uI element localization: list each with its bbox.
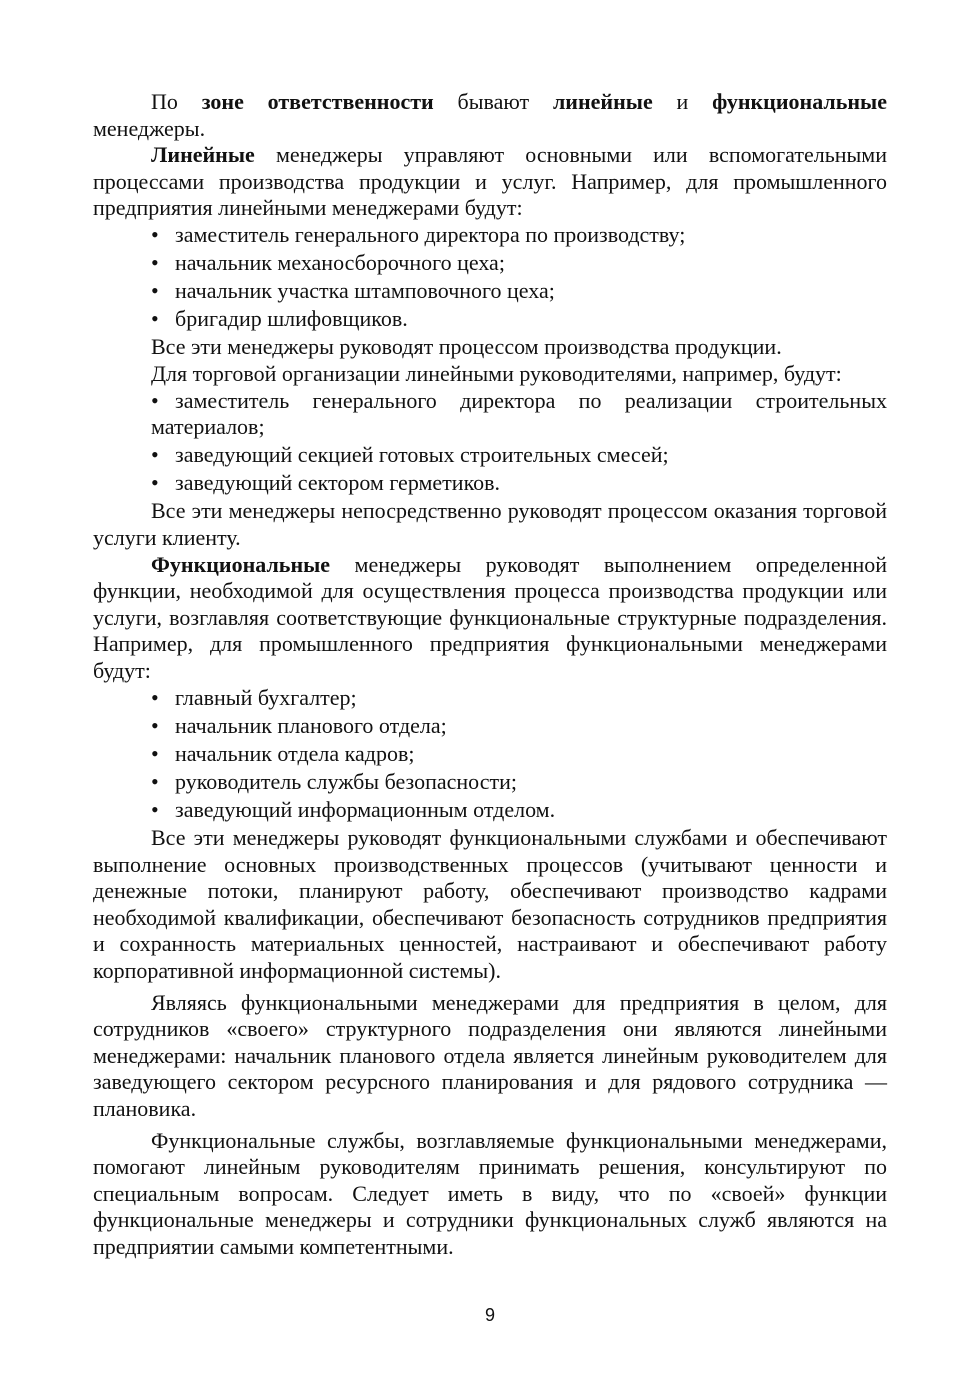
- list-item: [93, 388, 887, 441]
- bullet-icon: •: [151, 442, 159, 468]
- list-item-text: заведующий секцией готовых строительных смесей;: [175, 442, 669, 468]
- paragraph-trade-summary: Все эти менеджеры непосредственно руководят процессом оказания торговой услуги клиенту.: [93, 498, 887, 550]
- list-item-text: заведующий сектором герметиков.: [175, 470, 501, 496]
- list-functional-managers: [93, 685, 887, 824]
- list-item: [93, 769, 887, 796]
- bold-term: зоне ответственности: [201, 89, 434, 114]
- list-item: [93, 713, 887, 740]
- paragraph-production-summary: Все эти менеджеры руководят процессом производства продукции.: [151, 334, 782, 360]
- paragraph-functional-managers: [93, 552, 887, 685]
- list-item-text: бригадир шлифовщиков.: [175, 306, 408, 332]
- list-item-indent: [151, 388, 175, 413]
- list-industrial-linear-managers: [93, 222, 887, 333]
- paragraph-trade-intro: Для торговой организации линейными руководителями, например, будут:: [151, 360, 842, 386]
- list-item: [93, 470, 887, 497]
- bullet-icon: •: [151, 740, 159, 766]
- bullet-icon: •: [151, 387, 159, 413]
- text-run: менеджеры.: [93, 115, 206, 141]
- bullet-icon: •: [151, 278, 159, 304]
- page-number: 9: [484, 1305, 495, 1325]
- bullet-icon: •: [151, 221, 159, 247]
- list-item-text: начальник планового отдела;: [175, 712, 447, 738]
- list-item: [93, 442, 887, 469]
- text-run: менеджеры руководят выполнением определенной функции, необходимой для осуществления процесса производства продукции или услуги, возглавляя соответствующие функциональные структурные подразделения. Например, для промышленного предприятия функциональными менеджерами будут:: [93, 551, 887, 683]
- bullet-icon: •: [151, 768, 159, 794]
- list-item: [93, 250, 887, 277]
- paragraph-linear-managers: [93, 142, 887, 222]
- list-item: [93, 741, 887, 768]
- list-item: [93, 278, 887, 305]
- list-item: [93, 306, 887, 333]
- text-run: и: [652, 89, 713, 114]
- list-item-text: начальник участка штамповочного цеха;: [175, 278, 555, 304]
- bullet-icon: •: [151, 470, 159, 496]
- list-item-text: руководитель службы безопасности;: [175, 768, 517, 794]
- list-item-text: главный бухгалтер;: [175, 684, 357, 710]
- bullet-icon: •: [151, 796, 159, 822]
- bold-term: линейные: [552, 89, 653, 114]
- bullet-icon: •: [151, 250, 159, 276]
- text-run: менеджеры управляют основными или вспомогательными процессами производства продукции и услуг. Например, для промышленного предприятия линейными менеджерами будут:: [93, 142, 887, 221]
- document-page: [93, 89, 887, 1261]
- list-item: [93, 222, 887, 249]
- list-item-text: начальник механосборочного цеха;: [175, 250, 505, 276]
- list-item-text: заместитель генерального директора по реализации строительных материалов;: [151, 387, 887, 440]
- list-item-text: заместитель генерального директора по производству;: [175, 221, 686, 247]
- paragraph-functional-as-linear: Являясь функциональными менеджерами для предприятия в целом, для сотрудников «своего» структурного подразделения они являются линейными менеджерами: начальник планового отдела является линейным руководителем для заведующего сектором ресурсного планирования и для рядового сотрудника — плановика.: [93, 989, 887, 1121]
- list-item: [93, 797, 887, 824]
- paragraph-functional-summary: Все эти менеджеры руководят функциональными службами и обеспечивают выполнение основных производственных процессов (учитывают ценности и денежные потоки, планируют работу, обеспечивают производство кадрами необходимой квалификации, обеспечивают безопасность сотрудников предприятия и сохранность материальных ценностей, настраивают и обеспечивают работу корпоративной информационной системы).: [93, 825, 887, 983]
- bullet-icon: •: [151, 712, 159, 738]
- paragraph-functional-services: Функциональные службы, возглавляемые функциональными менеджерами, помогают линейным руководителям принимать решения, консультируют по специальным вопросам. Следует иметь в виду, что по «своей» функции функциональные менеджеры и сотрудники функциональных служб являются на предприятии самыми компетентными.: [93, 1127, 887, 1259]
- bold-term: функциональные: [712, 89, 887, 114]
- bullet-icon: •: [151, 306, 159, 332]
- paragraph-responsibility-zone: [93, 89, 887, 142]
- list-trade-linear-managers: [93, 388, 887, 497]
- list-item-text: начальник отдела кадров;: [175, 740, 415, 766]
- list-item-text: заведующий информационным отделом.: [175, 796, 556, 822]
- bold-term: Функциональные: [151, 551, 331, 577]
- text-run: бывают: [433, 89, 553, 114]
- bullet-icon: •: [151, 684, 159, 710]
- text-run: По: [151, 89, 202, 114]
- bold-term: Линейные: [151, 142, 255, 168]
- list-item: [93, 685, 887, 712]
